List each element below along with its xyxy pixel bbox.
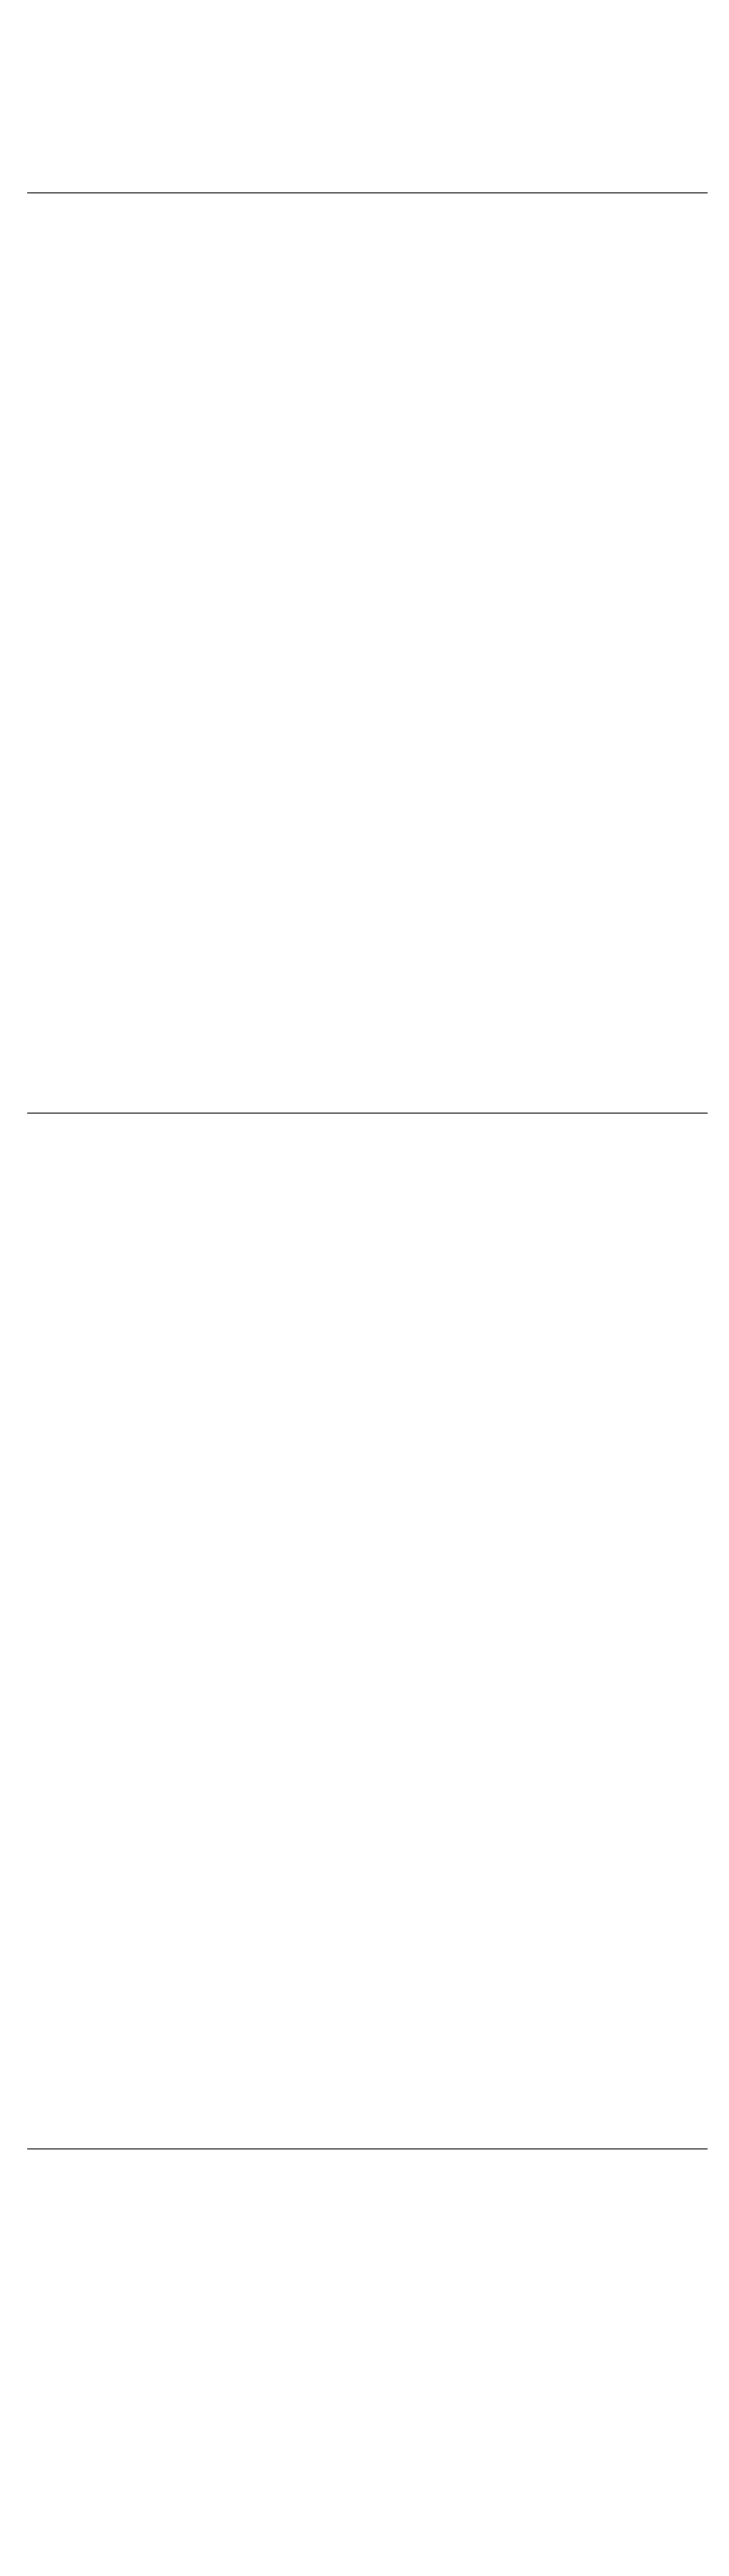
header-right-fields-3 (387, 2151, 416, 2165)
header-right-fields-2 (387, 1116, 416, 1129)
performance-chart (0, 316, 729, 758)
header-right-fields (387, 197, 426, 219)
date-field (387, 197, 426, 219)
header-left-fields (33, 197, 62, 219)
header-rule-2 (27, 1113, 708, 1114)
number-field (33, 197, 62, 219)
number-field-3 (33, 2151, 52, 2165)
header-rule-3 (27, 2148, 708, 2149)
number-field-2 (33, 1116, 52, 1129)
header-left-fields-2 (33, 1116, 52, 1129)
header-left-fields-3 (33, 2151, 52, 2165)
header-top-rule (27, 192, 708, 193)
date-field-3 (387, 2151, 416, 2165)
date-field-2 (387, 1116, 416, 1129)
